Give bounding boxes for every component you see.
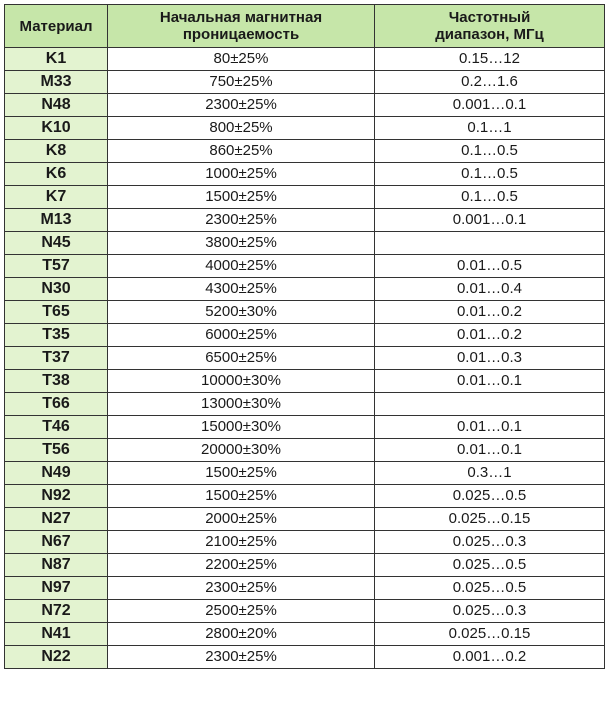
material-cell: T66 <box>5 393 108 416</box>
frequency-cell: 0.01…0.1 <box>375 370 605 393</box>
frequency-cell: 0.2…1.6 <box>375 71 605 94</box>
table-row <box>5 255 605 278</box>
frequency-cell: 0.025…0.15 <box>375 623 605 646</box>
permeability-cell: 2800±20% <box>108 623 375 646</box>
permeability-cell: 13000±30% <box>108 393 375 416</box>
table-row <box>5 140 605 163</box>
table-row <box>5 278 605 301</box>
table-row <box>5 646 605 669</box>
frequency-cell: 0.025…0.15 <box>375 508 605 531</box>
material-cell: N41 <box>5 623 108 646</box>
frequency-cell: 0.01…0.1 <box>375 416 605 439</box>
permeability-cell: 800±25% <box>108 117 375 140</box>
frequency-cell: 0.001…0.2 <box>375 646 605 669</box>
frequency-cell: 0.1…0.5 <box>375 163 605 186</box>
material-cell: T37 <box>5 347 108 370</box>
material-cell: N45 <box>5 232 108 255</box>
material-cell: M33 <box>5 71 108 94</box>
material-cell: N67 <box>5 531 108 554</box>
material-cell: T65 <box>5 301 108 324</box>
table-row <box>5 623 605 646</box>
frequency-cell: 0.1…0.5 <box>375 186 605 209</box>
material-cell: T46 <box>5 416 108 439</box>
table-row <box>5 186 605 209</box>
permeability-cell: 10000±30% <box>108 370 375 393</box>
header-material <box>5 5 108 48</box>
permeability-cell: 1500±25% <box>108 485 375 508</box>
material-cell: T56 <box>5 439 108 462</box>
material-cell: N92 <box>5 485 108 508</box>
frequency-cell: 0.025…0.5 <box>375 554 605 577</box>
permeability-cell: 2100±25% <box>108 531 375 554</box>
frequency-cell: 0.01…0.5 <box>375 255 605 278</box>
permeability-cell: 1500±25% <box>108 186 375 209</box>
table-row <box>5 71 605 94</box>
header-material-label: Материал <box>19 17 93 35</box>
frequency-cell: 0.025…0.3 <box>375 531 605 554</box>
header-permeability-line2: проницаемость <box>182 26 300 43</box>
permeability-cell: 6000±25% <box>108 324 375 347</box>
permeability-cell: 15000±30% <box>108 416 375 439</box>
table-row <box>5 554 605 577</box>
permeability-cell: 2300±25% <box>108 577 375 600</box>
frequency-cell: 0.01…0.3 <box>375 347 605 370</box>
table-row <box>5 393 605 416</box>
frequency-cell: 0.3…1 <box>375 462 605 485</box>
frequency-cell: 0.001…0.1 <box>375 209 605 232</box>
ferrite-materials-table-container <box>4 4 604 669</box>
material-cell: N30 <box>5 278 108 301</box>
material-cell: T57 <box>5 255 108 278</box>
frequency-cell: 0.01…0.2 <box>375 301 605 324</box>
permeability-cell: 4300±25% <box>108 278 375 301</box>
frequency-cell <box>375 232 605 255</box>
permeability-cell: 20000±30% <box>108 439 375 462</box>
table-row <box>5 370 605 393</box>
permeability-cell: 860±25% <box>108 140 375 163</box>
frequency-cell: 0.01…0.4 <box>375 278 605 301</box>
permeability-cell: 80±25% <box>108 48 375 71</box>
table-row <box>5 485 605 508</box>
permeability-cell: 2500±25% <box>108 600 375 623</box>
frequency-cell: 0.1…1 <box>375 117 605 140</box>
permeability-cell: 1500±25% <box>108 462 375 485</box>
header-permeability-line1: Начальная магнитная <box>159 9 323 26</box>
frequency-cell: 0.1…0.5 <box>375 140 605 163</box>
permeability-cell: 2000±25% <box>108 508 375 531</box>
material-cell: N22 <box>5 646 108 669</box>
frequency-cell: 0.025…0.5 <box>375 485 605 508</box>
frequency-cell: 0.001…0.1 <box>375 94 605 117</box>
table-row <box>5 347 605 370</box>
material-cell: T38 <box>5 370 108 393</box>
frequency-cell <box>375 393 605 416</box>
material-cell: M13 <box>5 209 108 232</box>
table-row <box>5 324 605 347</box>
material-cell: N48 <box>5 94 108 117</box>
table-row <box>5 508 605 531</box>
material-cell: N87 <box>5 554 108 577</box>
permeability-cell: 1000±25% <box>108 163 375 186</box>
table-row <box>5 462 605 485</box>
table-row <box>5 600 605 623</box>
material-cell: T35 <box>5 324 108 347</box>
table-row <box>5 301 605 324</box>
table-row <box>5 48 605 71</box>
material-cell: K10 <box>5 117 108 140</box>
permeability-cell: 2300±25% <box>108 209 375 232</box>
permeability-cell: 4000±25% <box>108 255 375 278</box>
header-permeability <box>108 5 375 48</box>
permeability-cell: 2300±25% <box>108 646 375 669</box>
permeability-cell: 2200±25% <box>108 554 375 577</box>
permeability-cell: 5200±30% <box>108 301 375 324</box>
frequency-cell: 0.15…12 <box>375 48 605 71</box>
material-cell: N97 <box>5 577 108 600</box>
material-cell: N72 <box>5 600 108 623</box>
header-frequency-line2: диапазон, МГц <box>435 26 544 43</box>
material-cell: K6 <box>5 163 108 186</box>
header-frequency-line1: Частотный <box>448 9 531 26</box>
table-row <box>5 163 605 186</box>
permeability-cell: 750±25% <box>108 71 375 94</box>
table-row <box>5 117 605 140</box>
permeability-cell: 6500±25% <box>108 347 375 370</box>
permeability-cell: 3800±25% <box>108 232 375 255</box>
material-cell: K1 <box>5 48 108 71</box>
header-frequency <box>375 5 605 48</box>
table-row <box>5 531 605 554</box>
permeability-cell: 2300±25% <box>108 94 375 117</box>
table-header-row <box>5 5 605 48</box>
table-row <box>5 416 605 439</box>
table-row <box>5 232 605 255</box>
frequency-cell: 0.01…0.1 <box>375 439 605 462</box>
table-row <box>5 577 605 600</box>
material-cell: N49 <box>5 462 108 485</box>
table-row <box>5 439 605 462</box>
material-cell: K7 <box>5 186 108 209</box>
frequency-cell: 0.025…0.3 <box>375 600 605 623</box>
frequency-cell: 0.01…0.2 <box>375 324 605 347</box>
table-row <box>5 209 605 232</box>
material-cell: N27 <box>5 508 108 531</box>
frequency-cell: 0.025…0.5 <box>375 577 605 600</box>
material-cell: K8 <box>5 140 108 163</box>
table-row <box>5 94 605 117</box>
ferrite-materials-table <box>4 4 605 669</box>
